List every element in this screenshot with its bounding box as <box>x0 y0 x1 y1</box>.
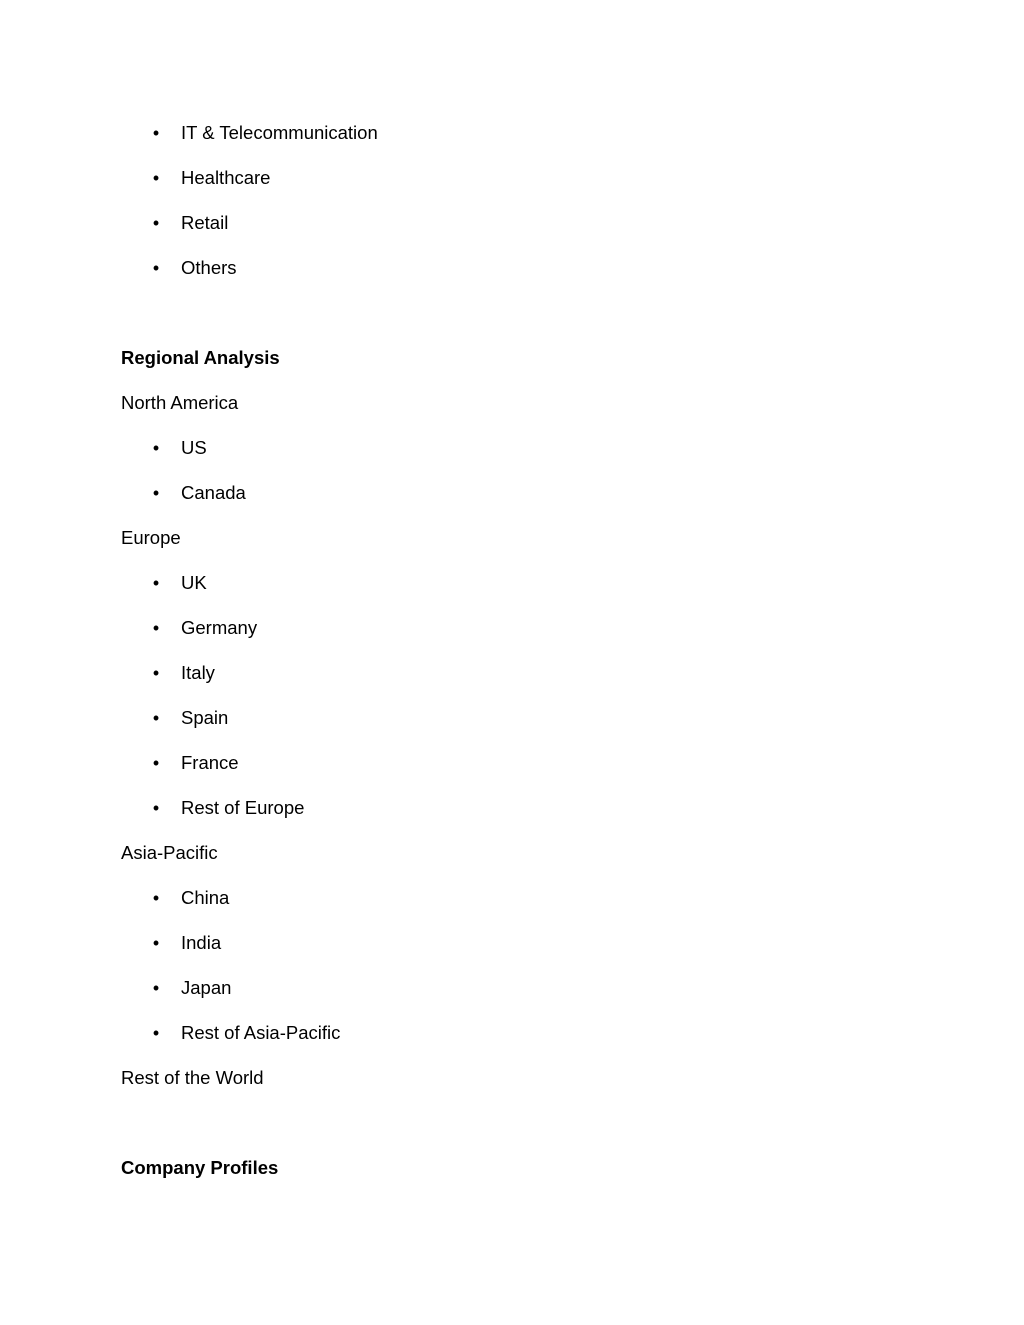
bullet-icon: • <box>152 978 160 998</box>
list-item-label: Others <box>181 257 237 278</box>
list-item-label: IT & Telecommunication <box>181 122 378 143</box>
list-item-label: US <box>181 437 207 458</box>
list-item-label: Canada <box>181 482 246 503</box>
region-label-text: Asia-Pacific <box>121 842 218 863</box>
list-item-label: Healthcare <box>181 167 271 188</box>
list-item-label: Spain <box>181 707 229 728</box>
list-item-label: Germany <box>181 617 258 638</box>
bullet-icon: • <box>152 618 160 638</box>
bullet-icon: • <box>152 753 160 773</box>
bullet-icon: • <box>152 123 160 143</box>
list-item-label: Rest of Europe <box>181 797 305 818</box>
bullet-icon: • <box>152 888 160 908</box>
list-item-label: China <box>181 887 230 908</box>
list-item-label: India <box>181 932 222 953</box>
bullet-icon: • <box>152 438 160 458</box>
bullet-icon: • <box>152 213 160 233</box>
region-label-text: Europe <box>121 527 181 548</box>
bullet-icon: • <box>152 1023 160 1043</box>
section-heading-text: Company Profiles <box>121 1157 279 1178</box>
bullet-icon: • <box>152 258 160 278</box>
bullet-icon: • <box>152 168 160 188</box>
section-heading-text: Regional Analysis <box>121 347 280 368</box>
list-item-label: UK <box>181 572 207 593</box>
bullet-icon: • <box>152 483 160 503</box>
bullet-icon: • <box>152 933 160 953</box>
bullet-icon: • <box>152 573 160 593</box>
bullet-icon: • <box>152 663 160 683</box>
bullet-icon: • <box>152 798 160 818</box>
region-label-text: Rest of the World <box>121 1067 264 1088</box>
list-item-label: Japan <box>181 977 232 998</box>
region-label-text: North America <box>121 392 239 413</box>
bullet-icon: • <box>152 708 160 728</box>
list-item-label: Italy <box>181 662 215 683</box>
list-item-label: France <box>181 752 239 773</box>
list-item-label: Rest of Asia-Pacific <box>181 1022 341 1043</box>
list-item-label: Retail <box>181 212 229 233</box>
